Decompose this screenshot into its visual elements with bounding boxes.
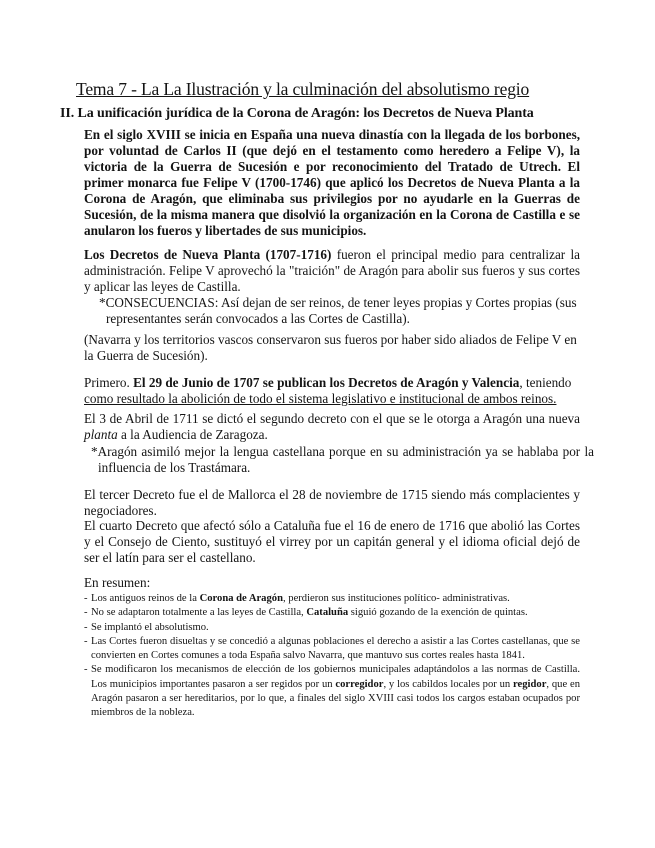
list-item: - Los antiguos reinos de la Corona de Aragón, perdieron sus instituciones político- administrativas. — [84, 592, 580, 606]
dash-bullet: - — [84, 664, 88, 676]
dash-bullet: - — [84, 635, 88, 647]
primero-underlined: como resultado la abolición de todo el sistema legislativo e institucional de ambos reinos. — [84, 390, 557, 406]
section-heading: II. La unificación jurídica de la Corona de Aragón: los Decretos de Nueva Planta — [60, 106, 534, 121]
decretos-paragraph — [84, 247, 580, 294]
segundo-before: El 3 de Abril de 1711 se dictó el segundo decreto con el que se le otorga a Aragón una nueva — [84, 411, 580, 426]
tercero-paragraph: El tercer Decreto fue el de Mallorca el 28 de noviembre de 1715 siendo más complacientes y negociadores. — [84, 487, 580, 518]
primero-lead: Primero. — [84, 375, 134, 390]
list-item: - Se implantó el absolutismo. — [84, 621, 580, 635]
primero-rest: , teniendo — [519, 375, 572, 390]
consecuencias-note: *CONSECUENCIAS: Así dejan de ser reinos, de tener leyes propias y Cortes propias (sus representantes serán convocados a las Cortes de Castilla). — [99, 295, 577, 326]
resumen-heading: En resumen: — [84, 575, 151, 590]
dash-bullet: - — [84, 607, 88, 619]
list-item: - No se adaptaron totalmente a las leyes de Castilla, Cataluña siguió gozando de la exención de quintas. — [84, 606, 580, 620]
segundo-italic: planta — [84, 426, 118, 442]
segundo-paragraph — [84, 411, 580, 443]
aragon-note: *Aragón asimiló mejor la lengua castellana porque en su administración ya se hablaba por la influencia de los Trastámara. — [91, 444, 594, 475]
decretos-text: fueron el principal medio para centralizar la administración. Felipe V aprovechó la "traición" de Aragón para abolir sus fueros y sus cortes y aplicar las leyes de Castilla. — [84, 247, 580, 294]
segundo-after: a la Audiencia de Zaragoza. — [117, 426, 268, 442]
list-item: - Se modificaron los mecanismos de elección de los gobiernos municipales adaptándolos a las normas de Castilla. Los municipios importantes pasaron a ser regidos por un corregidor, y los cabildos locales por un regidor, que en Aragón pasaron a ser hereditarios, por lo que, a finales del siglo XVIII casi todos los cargos estaban ocupados por miembros de la nobleza. — [84, 664, 581, 719]
dash-bullet: - — [84, 593, 88, 604]
list-item: - Las Cortes fueron disueltas y se concedió a algunas poblaciones el derecho a asistir a las Cortes castellanas, que se convierten en Cortes comunes a toda España salvo Navarra, que mantuvo sus cortes reales hasta 1841. — [84, 635, 580, 662]
keyword: corregidor — [335, 678, 384, 690]
resumen-list — [84, 592, 580, 721]
dash-bullet: - — [84, 621, 88, 633]
keyword: Corona de Aragón — [199, 593, 283, 604]
decretos-lead: Los Decretos de Nueva Planta (1707-1716) — [84, 247, 332, 262]
primero-bold: El 29 de Junio de 1707 se publican los Decretos de Aragón y Valencia — [133, 375, 520, 390]
intro-paragraph: En el siglo XVIII se inicia en España una nueva dinastía con la llegada de los borbones, por voluntad de Carlos II (que dejó en el testamento como heredero a Felipe V), la victoria de la Guerra de Sucesión e por reconocimiento del Tratado de Utrech. El primer monarca fue Felipe V (1700-1746) que aplicó los Decretos de Nueva Planta a la Corona de Aragón, que eliminaba sus privilegios por no ayudarle en la Guerras de Sucesión, de la misma manera que disolvió la organización en la Corona de Castilla e se anularon los fueros y libertades de sus municipios. — [84, 127, 580, 238]
primero-paragraph — [84, 375, 580, 407]
page-title: Tema 7 - La La Ilustración y la culminación del absolutismo regio — [76, 79, 530, 99]
keyword: regidor — [513, 678, 547, 690]
cuarto-paragraph: El cuarto Decreto que afectó sólo a Cataluña fue el 16 de enero de 1716 que abolió las Cortes y el Consejo de Ciento, sustituyó el virrey por un capitán general y el idioma oficial dejó de ser el latín para ser el castellano. — [84, 518, 580, 565]
keyword: Cataluña — [306, 607, 349, 619]
navarra-note: (Navarra y los territorios vascos conservaron sus fueros por haber sido aliados de Felipe V en la Guerra de Sucesión). — [84, 332, 577, 363]
